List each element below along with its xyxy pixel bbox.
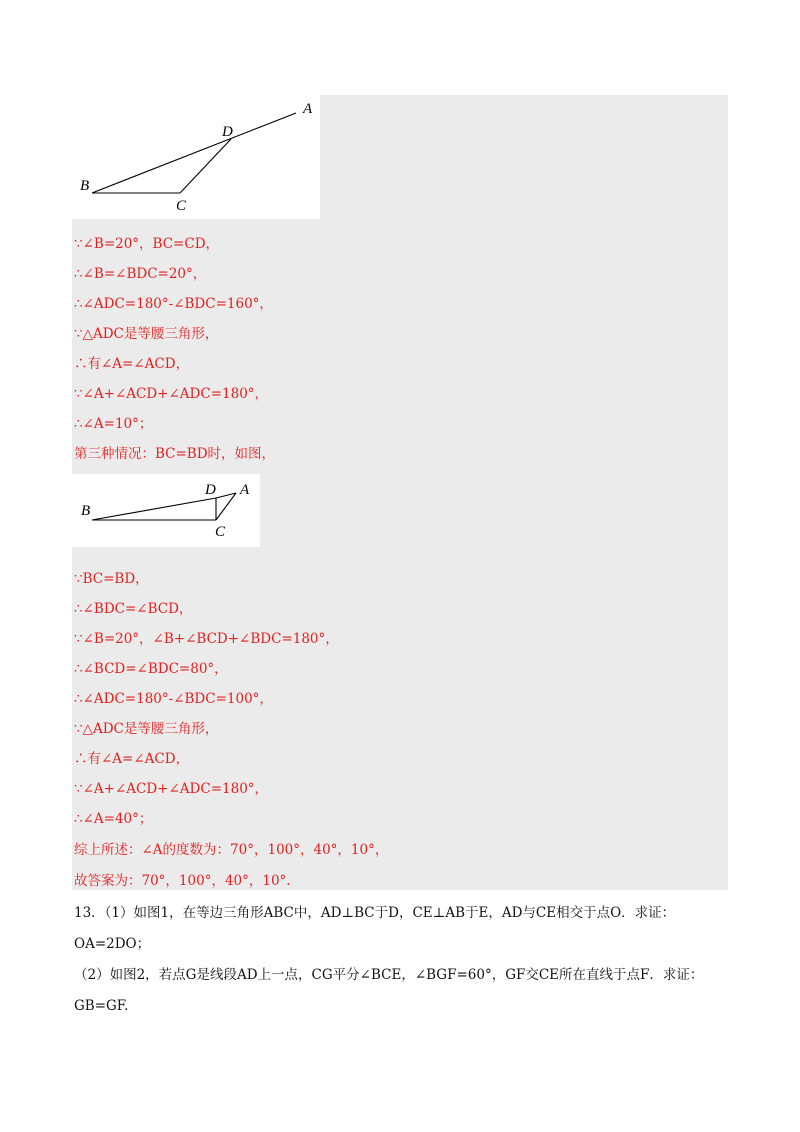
solution-line: ∵BC=BD， <box>74 571 149 587</box>
label-A: A <box>303 101 313 117</box>
label-C: C <box>215 524 226 540</box>
label-B: B <box>80 178 90 194</box>
label-D: D <box>222 124 233 140</box>
problem-13-part1-line2: OA=2DO； <box>74 936 151 952</box>
solution-line: ∵△ADC是等腰三角形， <box>74 721 219 737</box>
solution-line: ∵∠B=20°，BC=CD， <box>74 236 220 252</box>
solution-line: ∵△ADC是等腰三角形， <box>74 326 219 342</box>
problem-13-part1-line1: 13．（1）如图1，在等边三角形ABC中，AD⊥BC于D，CE⊥AB于E，AD与CE相交于点O．求证： <box>74 905 676 921</box>
solution-line: ∴∠A=10°； <box>74 416 153 432</box>
segment-CD <box>180 139 231 193</box>
solution-line: ∴∠BCD=∠BDC=80°， <box>74 661 228 677</box>
solution-line: ∴∠A=40°； <box>74 811 153 827</box>
label-A: A <box>240 482 250 498</box>
solution-line: ∴∠ADC=180°-∠BDC=100°， <box>74 691 273 707</box>
solution-line: ∴∠B=∠BDC=20°， <box>74 266 207 282</box>
solution-line: ∵∠B=20°，∠B+∠BCD+∠BDC=180°， <box>74 631 339 647</box>
solution-line: ∴有∠A=∠ACD， <box>74 751 190 767</box>
solution-line: ∴∠BDC=∠BCD， <box>74 601 193 617</box>
segment-BD <box>92 498 216 520</box>
solution-summary-line: 综上所述：∠A的度数为：70°，100°，40°，10°， <box>74 842 389 858</box>
solution-line: ∴有∠A=∠ACD， <box>74 356 190 372</box>
label-D: D <box>205 482 216 498</box>
solution-line: ∵∠A+∠ACD+∠ADC=180°， <box>74 781 269 797</box>
problem-13-part2-line2: GB=GF. <box>74 998 129 1014</box>
segment-BA <box>92 113 296 193</box>
solution-line: ∵∠A+∠ACD+∠ADC=180°， <box>74 386 269 402</box>
label-C: C <box>176 198 187 214</box>
problem-13-part2-line1: （2）如图2，若点G是线段AD上一点，CG平分∠BCE，∠BGF=60°，GF交CE所在直线于点F．求证： <box>74 967 704 983</box>
solution-answer-line: 故答案为：70°，100°，40°，10°. <box>74 873 291 889</box>
figure-triangle-2 <box>72 474 260 547</box>
figure-triangle-1 <box>72 95 320 219</box>
solution-line: 第三种情况：BC=BD时，如图， <box>74 446 276 462</box>
label-B: B <box>81 503 91 519</box>
solution-line: ∴∠ADC=180°-∠BDC=160°， <box>74 296 273 312</box>
